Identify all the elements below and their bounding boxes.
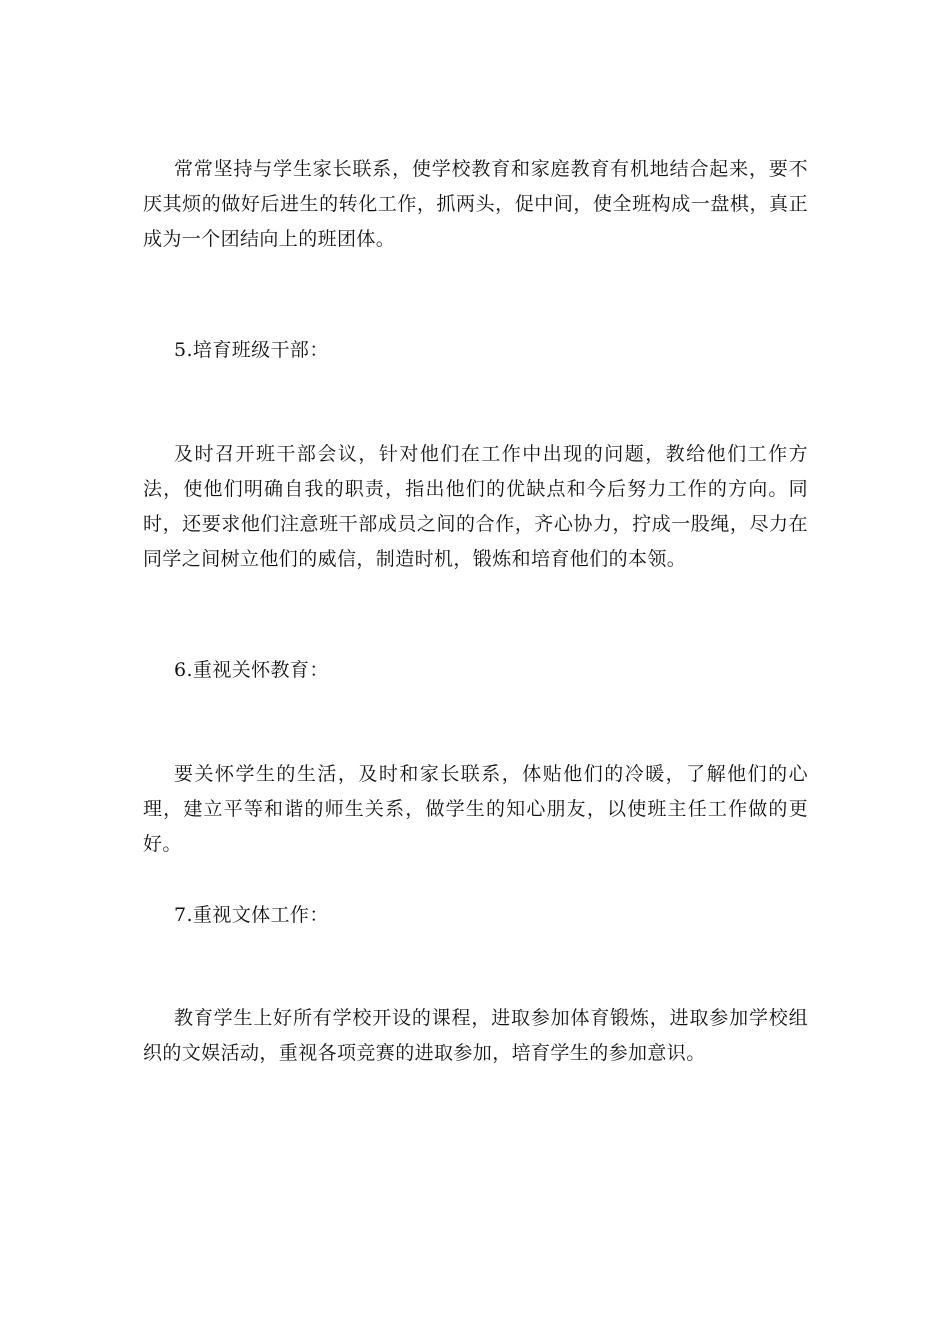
paragraph-class-cadres: 及时召开班干部会议，针对他们在工作中出现的问题，教给他们工作方法，使他们明确自我的职责，指出他们的优缺点和今后努力工作的方向。同时，还要求他们注意班干部成员之间的合作，齐心协力，拧成一股绳，尽力在同学之间树立他们的威信，制造时机，锻炼和培育他们的本领。 (143, 443, 808, 570)
paragraph-arts-sports: 教育学生上好所有学校开设的课程，进取参加体育锻炼，进取参加学校组织的文娱活动，重视各项竞赛的进取参加，培育学生的参加意识。 (143, 1007, 808, 1064)
heading-arts-sports: 7.重视文体工作： (174, 904, 329, 926)
paragraph-care-education: 要关怀学生的生活，及时和家长联系，体贴他们的冷暖，了解他们的心理，建立平等和谐的师生关系，做学生的知心朋友，以使班主任工作做的更好。 (143, 763, 808, 855)
paragraph-parent-contact: 常常坚持与学生家长联系，使学校教育和家庭教育有机地结合起来，要不厌其烦的做好后进生的转化工作，抓两头，促中间，使全班构成一盘棋，真正成为一个团结向上的班团体。 (143, 158, 808, 250)
heading-care-education: 6.重视关怀教育： (174, 659, 329, 681)
heading-class-cadres: 5.培育班级干部： (174, 339, 329, 361)
